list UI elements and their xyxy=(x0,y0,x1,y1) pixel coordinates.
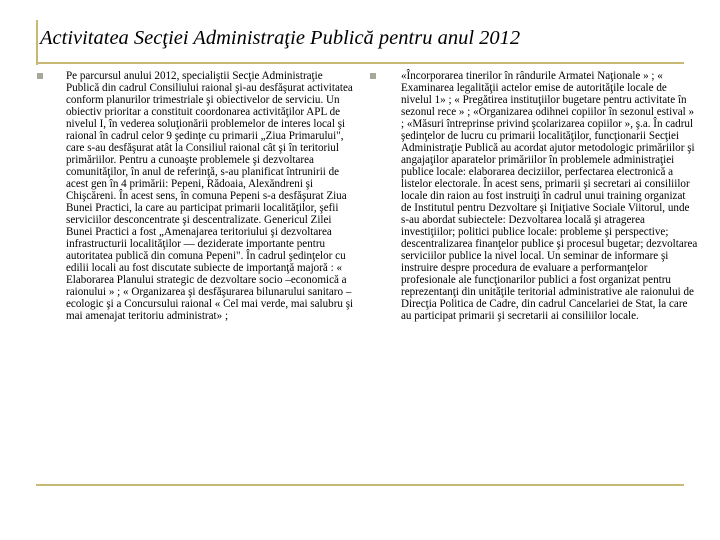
slide-title: Activitatea Secţiei Administraţie Publică pentru anul 2012 xyxy=(40,27,521,49)
bullet-square-icon xyxy=(37,73,43,79)
left-column-text: Pe parcursul anului 2012, specialiştii Secţie Administraţie Publică din cadrul Consiliului raional şi-au desfăşurat activitatea conform planurilor trimestriale şi obiectivelor de serviciu. Un obiectiv prioritar a constituit coordonarea activităţilor APL de nivelul I, în vederea soluţionării problemelor de interes local şi raional în cadrul celor 9 şedinţe cu primarii „Ziua Primarului", care s-au desfăşurat atât la Consiliul raional cât şi în teritoriul primăriilor. Pentru a cunoaşte problemele şi dezvoltarea comunităţilor, în anul de referinţă, s-au planificat întrunirii de acest gen în 4 primării: Pepeni, Rădoaia, Alexăndreni şi Chişcăreni. În acest sens, în comuna Pepeni s-a desfăşurat Ziua Bunei Practici, la care au participat primarii localităţilor, şefii serviciilor desconcentrate şi descentralizate. Genericul Zilei Bunei Practici a fost „Amenajarea teritoriului şi dezvoltarea infrastructurii localităţilor — deziderate importante pentru autoritatea publică din comuna Pepeni". În cadrul şedinţelor cu edilii locali au fost discutate subiecte de importanţă majoră : « Elaborarea Planului strategic de dezvoltare socio –economică a raionului » ; « Organizarea şi desfăşurarea bilunarului sanitaro – ecologic şi a Concursului raional « Cel mai verde, mai salubru şi mai amenajat teritoriu administrat» ; xyxy=(66,70,354,322)
bottom-rule xyxy=(36,484,684,486)
title-left-rule xyxy=(36,20,38,65)
title-underline xyxy=(36,62,684,64)
right-column-text: «Încorporarea tinerilor în rândurile Armatei Naţionale » ; « Examinarea legalităţii actelor emise de autorităţile locale de nivelul 1» ; « Pregătirea instituţiilor bugetare pentru activitate în sezonul rece » ; «Organizarea odihnei copiilor în sezonul estival » ; «Măsuri întreprinse privind şcolarizarea copiilor », ş.a. În cadrul şedinţelor de lucru cu primarii localităţilor, funcţionarii Secţiei Administraţie Publică au acordat ajutor metodologic primăriilor şi angajaţilor aparatelor primăriilor în problemele administraţiei publice locale: elaborarea deciziilor, perfectarea electronică a listelor electorale. În acest sens, primarii şi secretari ai consiliilor locale din raion au fost instruiţi în cadrul unui training organizat de Institutul pentru Dezvoltare şi Iniţiative Sociale Viitorul, unde s-au abordat subiectele: Dezvoltarea locală şi atragerea investiţiilor; politici publice locale: probleme şi perspective; descentralizarea finanţelor publice şi procesul bugetar; dezvoltarea serviciilor publice la nivel local. Un seminar de informare şi instruire despre procedura de evaluare a performanţelor profesionale ale funcţionarilor publici a fost organizat pentru reprezentanţi din unităţile teritorial administrative ale raionului de Direcţia Politica de Cadre, din cadrul Cancelariei de Stat, la care au participat primarii şi secretarii ai consiliilor locale. xyxy=(401,70,698,322)
bullet-square-icon xyxy=(370,73,376,79)
